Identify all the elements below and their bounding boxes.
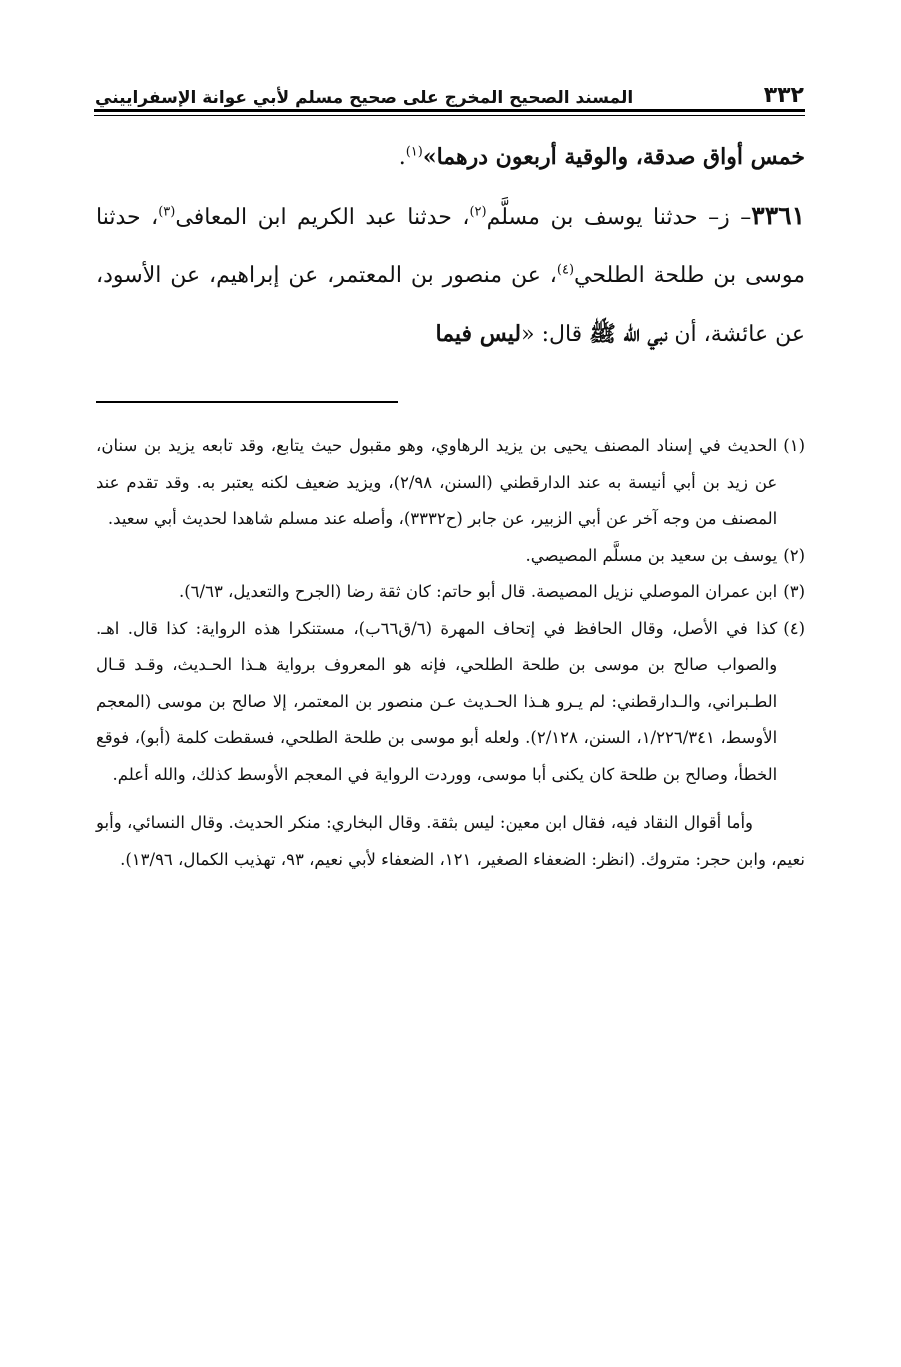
footnote-number: (٤) xyxy=(783,618,805,638)
hadith-text-5: قال: « xyxy=(521,322,583,347)
footnote-number: (٣) xyxy=(783,582,805,601)
continuation-line xyxy=(96,128,805,187)
hadith-bold-end: ليس فيما xyxy=(435,321,522,347)
prophet-name: نبي الله ﷺ xyxy=(589,321,668,347)
footnote-3 xyxy=(96,574,805,611)
footnote-ref-1: (١) xyxy=(405,144,423,160)
hadith-text-4: ، عن منصور بن المعتمر، عن إبراهيم، عن الأسود، عن عائشة، أن xyxy=(96,263,805,347)
header-rule-thin xyxy=(94,115,805,116)
running-title: المسند الصحيح المخرج على صحيح مسلم لأبي عوانة الإسفراييني xyxy=(95,88,634,108)
footnote-number: (١) xyxy=(783,436,805,455)
footnote-number: (٢) xyxy=(783,545,805,565)
page-header xyxy=(95,76,804,108)
hadith-text-2: ، حدثنا عبد الكريم ابن المعافى xyxy=(175,205,470,230)
continuation-end: . xyxy=(398,145,406,170)
footnote-2 xyxy=(96,538,805,575)
hadith-number: ٣٣٦١ xyxy=(751,201,805,230)
footnote-separator xyxy=(96,401,398,403)
main-text xyxy=(96,128,805,364)
header-rule-thick xyxy=(94,109,805,112)
footnote-4 xyxy=(96,611,805,794)
footnote-text: كذا في الأصل، وقال الحافظ في إتحاف المهرة (٦/ق٦٦ب)، مستنكرا هذه الرواية: كذا قال. اهـ. والصواب صالح بن موسى بن طلحة الطلحي، فإنه هو المعروف برواية هـذا الحـديث، وقـد قـال الطـبراني، والـدارقطني: لم يـرو هـذا الحـديث عـن منصور بن المعتمر، إلا صالح بن موسى (المعجم الأوسط، ١/٢٢٦/٣٤١، السنن، ٢/١٢٨). ولعله أبو موسى بن طلحة الطلحي، فسقطت كلمة (أبو)، فوقع الخطأ، وصالح بن طلحة كان يكنى أبا موسى، ووردت الرواية في المعجم الأوسط كذلك، والله أعلم. xyxy=(96,618,778,784)
page-number: ٣٣٢ xyxy=(763,83,804,108)
hadith-text-1: – ز– حدثنا يوسف بن مسلَّم xyxy=(486,205,752,230)
footnote-1 xyxy=(96,428,805,538)
footnote-continuation: وأما أقوال النقاد فيه، فقال ابن معين: ليس بثقة. وقال البخاري: منكر الحديث. وقال النسائي، وأبو نعيم، وابن حجر: متروك. (انظر: الضعفاء الصغير، ١٢١، الضعفاء لأبي نعيم، ٩٣، تهذيب الكمال، ١٣/٩٦). xyxy=(96,813,805,869)
footnote-text: الحديث في إسناد المصنف يحيى بن يزيد الرهاوي، وهو مقبول حيث يتابع، وقد تابعه يزيد بن سنان، عن زيد بن أبي أنيسة به عند الدارقطني (السنن، ٢/٩٨)، ويزيد ضعيف لكنه يعتبر به. وقد تقدم عند المصنف من وجه آخر عن أبي الزبير، عن جابر (ح٣٣٣٢)، وأصله عند مسلم شاهدا لحديث أبي سعيد. xyxy=(96,436,778,528)
footnote-ref-4: (٤) xyxy=(556,262,575,278)
footnote-text: ابن عمران الموصلي نزيل المصيصة. قال أبو حاتم: كان ثقة رضا (الجرح والتعديل، ٦/٦٣). xyxy=(178,582,778,601)
footnote-ref-3: (٣) xyxy=(158,204,176,220)
hadith-text-3: ، حدثنا موسى بن طلحة الطلحي xyxy=(96,205,805,288)
hadith-paragraph xyxy=(96,187,805,364)
footnotes xyxy=(96,428,805,878)
footnote-ref-2: (٢) xyxy=(469,204,487,220)
footnote-text: يوسف بن سعيد بن مسلَّم المصيصي. xyxy=(525,545,778,565)
continuation-text: خمس أواق صدقة، والوقية أربعون درهما» xyxy=(422,144,805,170)
